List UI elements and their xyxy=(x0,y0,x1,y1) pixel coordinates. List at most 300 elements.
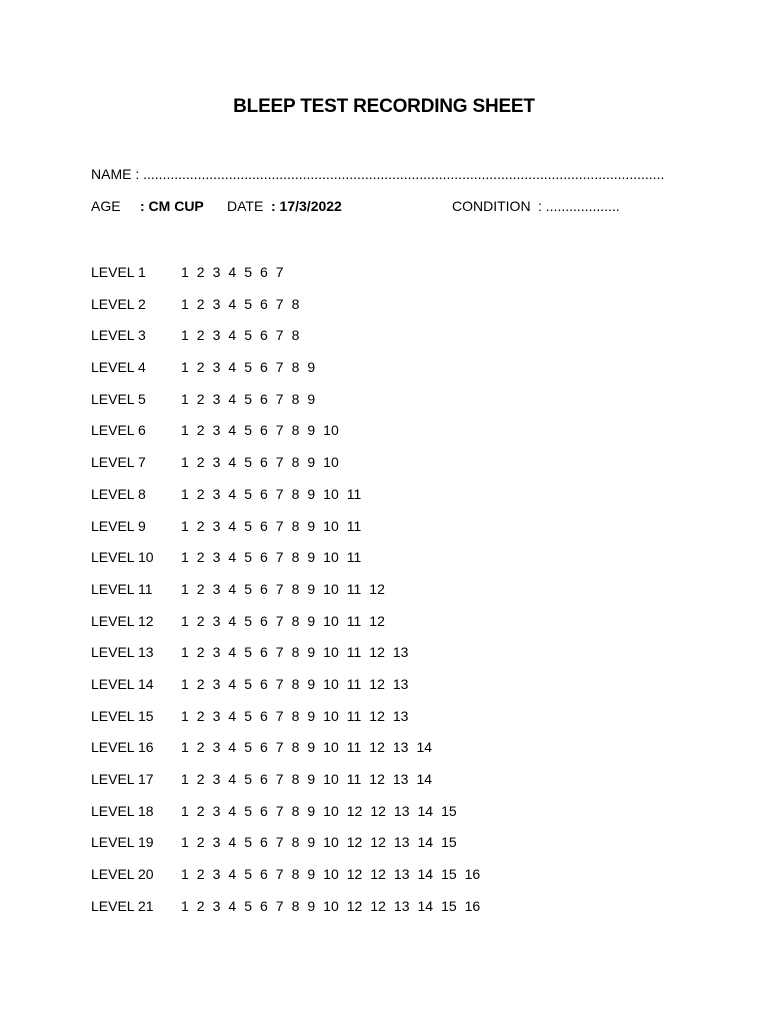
shuttle-number: 9 xyxy=(307,485,316,502)
shuttle-number: 9 xyxy=(307,897,316,914)
shuttle-numbers xyxy=(181,454,347,470)
shuttle-number: 10 xyxy=(323,485,339,502)
shuttle-number: 6 xyxy=(259,612,268,629)
shuttle-number: 8 xyxy=(291,897,300,914)
shuttle-number: 1 xyxy=(181,612,189,629)
shuttle-numbers xyxy=(181,866,488,882)
shuttle-number: 12 xyxy=(369,675,385,692)
shuttle-number: 8 xyxy=(291,295,300,312)
shuttle-number: 6 xyxy=(259,295,268,312)
shuttle-numbers xyxy=(181,803,465,819)
shuttle-number: 1 xyxy=(181,422,189,439)
level-row xyxy=(91,674,731,706)
level-row xyxy=(91,325,731,357)
level-row xyxy=(91,769,731,801)
shuttle-number: 5 xyxy=(244,422,252,439)
level-row xyxy=(91,832,731,864)
shuttle-number: 6 xyxy=(259,771,268,787)
shuttle-number: 10 xyxy=(323,454,339,471)
shuttle-number: 4 xyxy=(228,612,237,629)
shuttle-number: 15 xyxy=(441,802,457,819)
shuttle-number: 1 xyxy=(181,675,189,692)
shuttle-number: 3 xyxy=(212,612,221,629)
shuttle-number: 12 xyxy=(346,834,363,851)
shuttle-number: 6 xyxy=(259,359,268,376)
shuttle-number: 4 xyxy=(228,454,237,471)
shuttle-number: 1 xyxy=(181,327,189,344)
shuttle-number: 8 xyxy=(291,866,300,883)
level-label: LEVEL 15 xyxy=(91,707,154,724)
level-row xyxy=(91,484,731,516)
condition-label: CONDITION xyxy=(452,198,531,214)
shuttle-number: 5 xyxy=(244,580,252,597)
shuttle-number: 12 xyxy=(369,644,385,661)
shuttle-number: 12 xyxy=(369,771,385,787)
shuttle-number: 8 xyxy=(291,454,300,471)
shuttle-number: 3 xyxy=(212,802,221,819)
shuttle-number: 6 xyxy=(259,802,268,819)
shuttle-number: 9 xyxy=(307,359,316,376)
shuttle-number: 4 xyxy=(228,675,237,692)
shuttle-number: 11 xyxy=(346,644,362,661)
shuttle-numbers xyxy=(181,296,307,312)
shuttle-number: 6 xyxy=(259,866,268,883)
shuttle-number: 13 xyxy=(392,675,409,692)
shuttle-number: 5 xyxy=(244,675,252,692)
shuttle-number: 8 xyxy=(291,580,300,597)
level-row xyxy=(91,737,731,769)
shuttle-numbers xyxy=(181,422,347,438)
level-row xyxy=(91,420,731,452)
shuttle-number: 4 xyxy=(228,295,237,312)
shuttle-number: 2 xyxy=(196,771,205,787)
shuttle-number: 6 xyxy=(259,264,268,280)
shuttle-number: 10 xyxy=(323,612,339,629)
shuttle-number: 1 xyxy=(181,644,189,661)
shuttle-number: 9 xyxy=(307,454,316,471)
shuttle-number: 12 xyxy=(370,866,386,883)
shuttle-number: 3 xyxy=(212,580,221,597)
shuttle-number: 7 xyxy=(275,485,284,502)
shuttle-number: 4 xyxy=(228,485,237,502)
shuttle-number: 3 xyxy=(212,897,221,914)
shuttle-number: 14 xyxy=(417,834,434,851)
shuttle-number: 7 xyxy=(275,644,284,661)
level-label: LEVEL 14 xyxy=(91,675,154,692)
shuttle-number: 11 xyxy=(346,517,362,534)
shuttle-number: 6 xyxy=(259,422,268,439)
shuttle-number: 2 xyxy=(196,802,205,819)
shuttle-number: 10 xyxy=(323,739,339,756)
shuttle-number: 7 xyxy=(275,295,284,312)
shuttle-number: 4 xyxy=(228,517,237,534)
shuttle-number: 8 xyxy=(291,485,300,502)
shuttle-number: 4 xyxy=(228,834,237,851)
shuttle-number: 7 xyxy=(275,739,284,756)
shuttle-number: 12 xyxy=(346,866,363,883)
level-row xyxy=(91,801,731,833)
shuttle-number: 6 xyxy=(259,675,268,692)
shuttle-number: 2 xyxy=(196,485,205,502)
shuttle-number: 8 xyxy=(291,802,300,819)
shuttle-numbers xyxy=(181,486,369,502)
shuttle-number: 9 xyxy=(307,739,316,756)
shuttle-number: 5 xyxy=(244,612,252,629)
shuttle-number: 5 xyxy=(244,771,252,787)
shuttle-number: 9 xyxy=(307,422,316,439)
level-row xyxy=(91,389,731,421)
shuttle-number: 3 xyxy=(212,359,221,376)
shuttle-number: 6 xyxy=(259,739,268,756)
shuttle-numbers xyxy=(181,391,323,407)
shuttle-number: 1 xyxy=(181,866,189,883)
shuttle-number: 4 xyxy=(228,771,237,787)
shuttle-number: 6 xyxy=(259,549,268,566)
shuttle-number: 1 xyxy=(181,802,189,819)
shuttle-number: 4 xyxy=(228,549,237,566)
age-value: : CM CUP xyxy=(140,198,204,214)
shuttle-number: 2 xyxy=(196,675,205,692)
shuttle-number: 5 xyxy=(244,739,252,756)
shuttle-number: 7 xyxy=(275,359,284,376)
shuttle-number: 9 xyxy=(307,866,316,883)
shuttle-number: 7 xyxy=(275,264,284,280)
shuttle-number: 10 xyxy=(323,802,339,819)
shuttle-number: 4 xyxy=(228,707,237,724)
shuttle-number: 1 xyxy=(181,264,189,280)
shuttle-number: 1 xyxy=(181,454,189,471)
shuttle-number: 3 xyxy=(212,327,221,344)
shuttle-number: 6 xyxy=(259,897,268,914)
shuttle-number: 4 xyxy=(228,580,237,597)
shuttle-number: 6 xyxy=(259,644,268,661)
shuttle-number: 8 xyxy=(291,707,300,724)
level-label: LEVEL 8 xyxy=(91,485,146,502)
shuttle-number: 7 xyxy=(275,802,284,819)
shuttle-number: 2 xyxy=(196,422,205,439)
shuttle-number: 7 xyxy=(275,612,284,629)
page-title: BLEEP TEST RECORDING SHEET xyxy=(233,96,535,117)
shuttle-number: 3 xyxy=(212,517,221,534)
shuttle-number: 11 xyxy=(346,771,362,787)
shuttle-number: 4 xyxy=(228,359,237,376)
shuttle-number: 5 xyxy=(244,866,252,883)
shuttle-number: 13 xyxy=(392,739,409,756)
shuttle-number: 3 xyxy=(212,295,221,312)
shuttle-number: 14 xyxy=(416,739,433,756)
shuttle-number: 16 xyxy=(464,866,481,883)
shuttle-number: 3 xyxy=(212,454,221,471)
shuttle-number: 1 xyxy=(181,580,189,597)
shuttle-number: 4 xyxy=(228,897,237,914)
shuttle-number: 10 xyxy=(323,675,339,692)
shuttle-number: 4 xyxy=(228,739,237,756)
level-label: LEVEL 10 xyxy=(91,549,154,566)
shuttle-number: 4 xyxy=(228,866,237,883)
shuttle-number: 6 xyxy=(259,454,268,471)
level-label: LEVEL 16 xyxy=(91,739,154,756)
shuttle-number: 8 xyxy=(291,327,300,344)
level-row xyxy=(91,262,731,294)
shuttle-number: 10 xyxy=(323,549,339,566)
shuttle-number: 3 xyxy=(212,485,221,502)
level-label: LEVEL 2 xyxy=(91,295,146,312)
shuttle-number: 1 xyxy=(181,485,189,502)
shuttle-number: 5 xyxy=(244,264,252,280)
shuttle-numbers xyxy=(181,264,292,280)
shuttle-number: 10 xyxy=(323,897,339,914)
shuttle-number: 6 xyxy=(259,580,268,597)
shuttle-number: 13 xyxy=(392,644,409,661)
shuttle-number: 4 xyxy=(228,327,237,344)
shuttle-number: 7 xyxy=(275,866,284,883)
level-row xyxy=(91,547,731,579)
shuttle-number: 8 xyxy=(291,359,300,376)
shuttle-number: 13 xyxy=(393,802,410,819)
level-label: LEVEL 5 xyxy=(91,390,146,407)
shuttle-number: 10 xyxy=(323,644,339,661)
shuttle-number: 7 xyxy=(275,549,284,566)
shuttle-number: 12 xyxy=(370,897,386,914)
shuttle-number: 5 xyxy=(244,359,252,376)
shuttle-numbers xyxy=(181,359,323,375)
shuttle-number: 2 xyxy=(196,359,205,376)
shuttle-number: 9 xyxy=(307,580,316,597)
shuttle-number: 15 xyxy=(441,834,457,851)
shuttle-numbers xyxy=(181,771,440,787)
shuttle-number: 12 xyxy=(346,897,363,914)
shuttle-number: 8 xyxy=(291,390,300,407)
level-label: LEVEL 20 xyxy=(91,866,154,883)
shuttle-number: 8 xyxy=(291,549,300,566)
shuttle-number: 3 xyxy=(212,707,221,724)
age-label: AGE xyxy=(91,198,121,214)
shuttle-number: 4 xyxy=(228,422,237,439)
shuttle-number: 3 xyxy=(212,675,221,692)
level-label: LEVEL 11 xyxy=(91,580,153,597)
shuttle-number: 2 xyxy=(196,707,205,724)
shuttle-number: 2 xyxy=(196,327,205,344)
shuttle-number: 12 xyxy=(346,802,363,819)
shuttle-number: 10 xyxy=(323,771,339,787)
shuttle-number: 2 xyxy=(196,834,205,851)
shuttle-number: 8 xyxy=(291,675,300,692)
shuttle-numbers xyxy=(181,898,488,914)
shuttle-number: 5 xyxy=(244,454,252,471)
shuttle-number: 9 xyxy=(307,802,316,819)
shuttle-number: 5 xyxy=(244,707,252,724)
shuttle-number: 6 xyxy=(259,517,268,534)
shuttle-number: 2 xyxy=(196,517,205,534)
shuttle-number: 5 xyxy=(244,644,252,661)
level-label: LEVEL 13 xyxy=(91,644,154,661)
shuttle-number: 12 xyxy=(370,834,386,851)
level-label: LEVEL 7 xyxy=(91,454,146,471)
level-row xyxy=(91,579,731,611)
shuttle-number: 15 xyxy=(441,866,457,883)
shuttle-number: 9 xyxy=(307,549,316,566)
shuttle-number: 7 xyxy=(275,327,284,344)
shuttle-number: 6 xyxy=(259,390,268,407)
shuttle-number: 1 xyxy=(181,390,189,407)
shuttle-number: 10 xyxy=(323,580,339,597)
shuttle-number: 7 xyxy=(275,517,284,534)
shuttle-number: 5 xyxy=(244,549,252,566)
shuttle-number: 11 xyxy=(346,612,362,629)
shuttle-number: 8 xyxy=(291,422,300,439)
shuttle-number: 13 xyxy=(393,866,410,883)
shuttle-number: 1 xyxy=(181,359,189,376)
shuttle-number: 11 xyxy=(346,675,362,692)
level-label: LEVEL 17 xyxy=(91,771,154,787)
shuttle-number: 13 xyxy=(392,707,409,724)
level-row xyxy=(91,357,731,389)
shuttle-number: 2 xyxy=(196,454,205,471)
level-row xyxy=(91,896,731,928)
shuttle-number: 5 xyxy=(244,485,252,502)
shuttle-number: 14 xyxy=(416,771,433,787)
shuttle-number: 2 xyxy=(196,644,205,661)
shuttle-number: 9 xyxy=(307,834,316,851)
shuttle-number: 14 xyxy=(417,802,434,819)
shuttle-number: 11 xyxy=(346,485,362,502)
shuttle-number: 5 xyxy=(244,834,252,851)
shuttle-numbers xyxy=(181,708,416,724)
level-row xyxy=(91,642,731,674)
shuttle-number: 1 xyxy=(181,295,189,312)
shuttle-numbers xyxy=(181,549,369,565)
shuttle-numbers xyxy=(181,518,369,534)
shuttle-number: 10 xyxy=(323,834,339,851)
shuttle-numbers xyxy=(181,581,393,597)
shuttle-number: 3 xyxy=(212,866,221,883)
shuttle-numbers xyxy=(181,676,416,692)
shuttle-number: 2 xyxy=(196,390,205,407)
shuttle-number: 1 xyxy=(181,897,189,914)
name-field-line: NAME : ...................................................................................................................................... xyxy=(91,166,665,182)
shuttle-number: 1 xyxy=(181,707,189,724)
condition-value: : ................... xyxy=(538,198,620,214)
shuttle-number: 9 xyxy=(307,675,316,692)
shuttle-number: 2 xyxy=(196,866,205,883)
shuttle-number: 10 xyxy=(323,422,339,439)
info-row xyxy=(91,198,711,218)
level-row xyxy=(91,294,731,326)
shuttle-number: 6 xyxy=(259,834,268,851)
shuttle-numbers xyxy=(181,644,416,660)
shuttle-number: 10 xyxy=(323,866,339,883)
date-label: DATE xyxy=(227,198,264,214)
shuttle-number: 5 xyxy=(244,295,252,312)
shuttle-number: 14 xyxy=(417,866,434,883)
shuttle-number: 8 xyxy=(291,771,300,787)
shuttle-number: 7 xyxy=(275,390,284,407)
shuttle-number: 8 xyxy=(291,834,300,851)
shuttle-number: 7 xyxy=(275,580,284,597)
shuttle-number: 1 xyxy=(181,549,189,566)
shuttle-number: 2 xyxy=(196,739,205,756)
level-row xyxy=(91,706,731,738)
shuttle-number: 7 xyxy=(275,707,284,724)
shuttle-number: 4 xyxy=(228,802,237,819)
shuttle-number: 5 xyxy=(244,897,252,914)
shuttle-number: 8 xyxy=(291,739,300,756)
shuttle-number: 8 xyxy=(291,517,300,534)
shuttle-number: 6 xyxy=(259,707,268,724)
shuttle-number: 12 xyxy=(369,739,385,756)
shuttle-number: 12 xyxy=(369,707,385,724)
level-label: LEVEL 4 xyxy=(91,359,146,376)
level-row xyxy=(91,452,731,484)
shuttle-number: 13 xyxy=(393,897,410,914)
shuttle-number: 5 xyxy=(244,327,252,344)
shuttle-number: 5 xyxy=(244,802,252,819)
shuttle-number: 7 xyxy=(275,422,284,439)
shuttle-number: 2 xyxy=(196,264,205,280)
shuttle-number: 1 xyxy=(181,834,189,851)
shuttle-numbers xyxy=(181,327,307,343)
shuttle-number: 8 xyxy=(291,612,300,629)
level-label: LEVEL 9 xyxy=(91,517,146,534)
shuttle-number: 3 xyxy=(212,771,221,787)
shuttle-number: 11 xyxy=(346,739,362,756)
shuttle-number: 3 xyxy=(212,422,221,439)
shuttle-number: 16 xyxy=(464,897,481,914)
shuttle-number: 1 xyxy=(181,517,189,534)
shuttle-number: 11 xyxy=(346,707,362,724)
shuttle-number: 1 xyxy=(181,771,189,787)
shuttle-number: 6 xyxy=(259,327,268,344)
shuttle-number: 7 xyxy=(275,454,284,471)
date-value: : 17/3/2022 xyxy=(271,198,342,214)
shuttle-number: 15 xyxy=(441,897,457,914)
shuttle-number: 6 xyxy=(259,485,268,502)
shuttle-number: 3 xyxy=(212,264,221,280)
shuttle-number: 2 xyxy=(196,612,205,629)
levels-list xyxy=(91,262,731,927)
shuttle-number: 2 xyxy=(196,897,205,914)
shuttle-number: 10 xyxy=(323,707,339,724)
shuttle-number: 12 xyxy=(369,612,385,629)
shuttle-number: 13 xyxy=(392,771,409,787)
level-label: LEVEL 19 xyxy=(91,834,154,851)
shuttle-number: 9 xyxy=(307,517,316,534)
shuttle-number: 11 xyxy=(346,580,362,597)
shuttle-numbers xyxy=(181,834,465,850)
shuttle-number: 10 xyxy=(323,517,339,534)
shuttle-numbers xyxy=(181,739,440,755)
level-row xyxy=(91,611,731,643)
level-row xyxy=(91,864,731,896)
shuttle-number: 3 xyxy=(212,739,221,756)
shuttle-number: 9 xyxy=(307,390,316,407)
level-label: LEVEL 12 xyxy=(91,612,154,629)
level-label: LEVEL 1 xyxy=(91,264,146,280)
shuttle-number: 9 xyxy=(307,771,316,787)
shuttle-numbers xyxy=(181,613,393,629)
level-label: LEVEL 21 xyxy=(91,897,154,914)
shuttle-number: 7 xyxy=(275,834,284,851)
shuttle-number: 2 xyxy=(196,580,205,597)
shuttle-number: 9 xyxy=(307,644,316,661)
shuttle-number: 1 xyxy=(181,739,189,756)
shuttle-number: 3 xyxy=(212,549,221,566)
shuttle-number: 5 xyxy=(244,517,252,534)
shuttle-number: 13 xyxy=(393,834,410,851)
level-label: LEVEL 18 xyxy=(91,802,154,819)
shuttle-number: 3 xyxy=(212,390,221,407)
shuttle-number: 9 xyxy=(307,612,316,629)
